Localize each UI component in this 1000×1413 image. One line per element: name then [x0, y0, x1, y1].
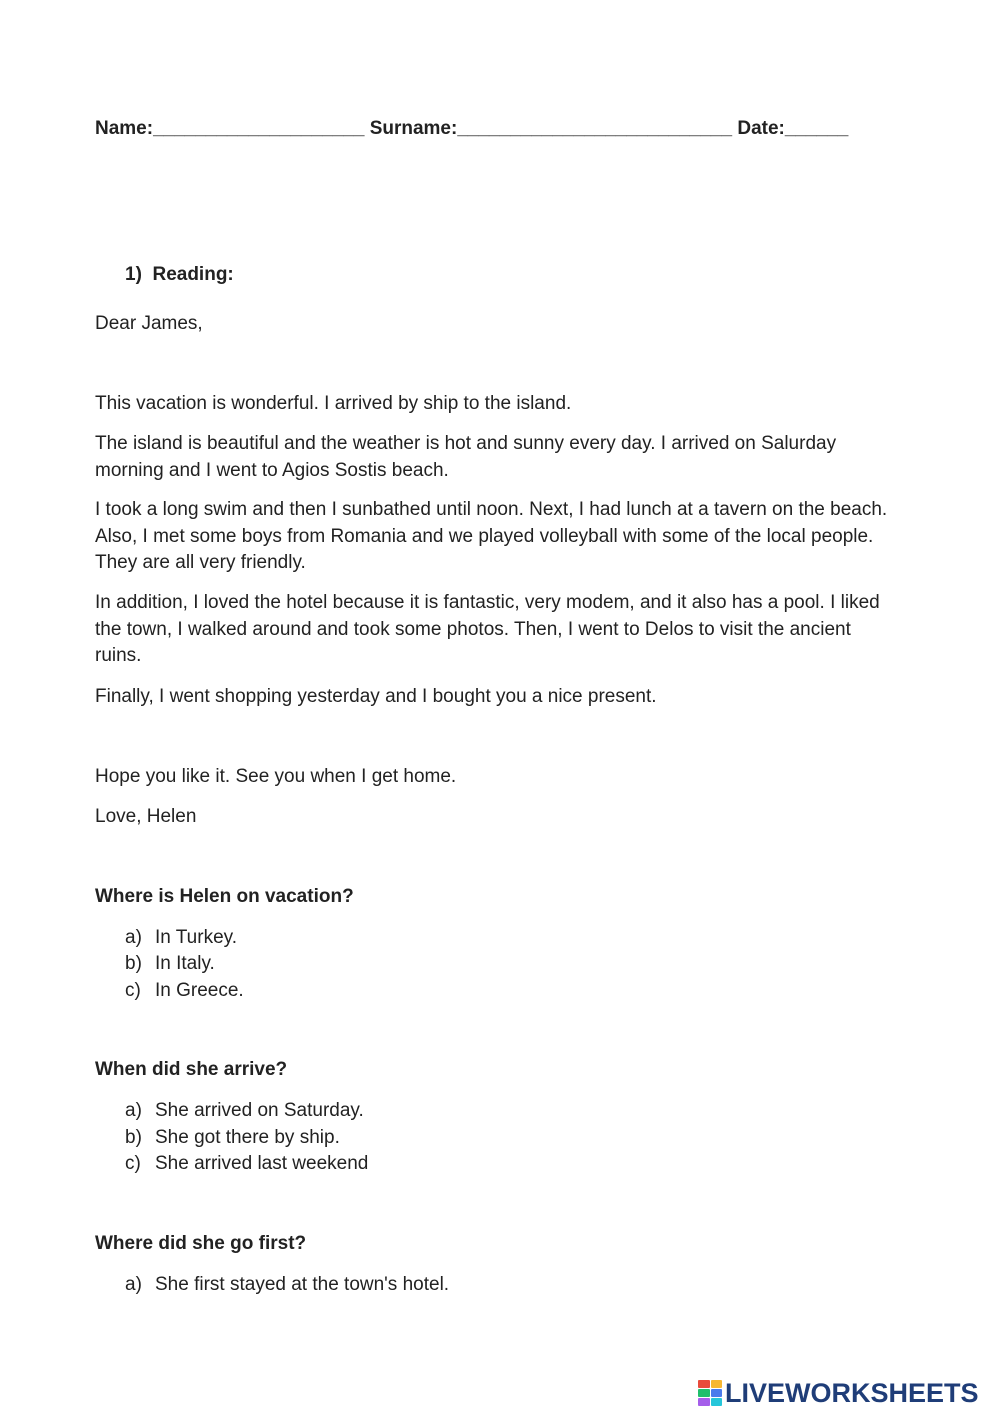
option-letter: c): [125, 1153, 141, 1174]
option-text: She got there by ship.: [155, 1127, 340, 1148]
question-2-option-b[interactable]: [125, 1127, 340, 1149]
section-label: Reading:: [152, 264, 234, 285]
letter-paragraph-3: I took a long swim and then I sunbathed until noon. Next, I had lunch at a tavern on the beach. Also, I met some boys from Romania and we played volleyball with some of the local people. They are all very friendly.: [95, 499, 888, 573]
option-text: She first stayed at the town's hotel.: [155, 1274, 450, 1295]
letter-paragraph-5: Finally, I went shopping yesterday and I bought you a nice present.: [95, 686, 657, 707]
question-1-option-c[interactable]: [125, 980, 244, 1002]
section-number: 1): [125, 264, 142, 285]
letter-paragraph-4: In addition, I loved the hotel because it is fantastic, very modem, and it also has a pool. I liked the town, I walked around and took some photos. Then, I went to Delos to visit the ancient ruins.: [95, 592, 880, 666]
option-text: She arrived last weekend: [155, 1153, 369, 1174]
option-letter: a): [125, 1100, 142, 1121]
question-2-option-a[interactable]: [125, 1100, 364, 1122]
question-2: When did she arrive?: [95, 1059, 288, 1080]
option-text: In Italy.: [155, 953, 215, 974]
section-title: [125, 264, 234, 286]
question-3-option-a[interactable]: [125, 1274, 449, 1296]
letter-paragraph-2: The island is beautiful and the weather is hot and sunny every day. I arrived on Salurday morning and I went to Agios Sostis beach.: [95, 433, 837, 481]
letter-signature: Love, Helen: [95, 806, 197, 827]
question-1-option-a[interactable]: [125, 927, 237, 949]
option-letter: a): [125, 927, 142, 948]
option-letter: b): [125, 1127, 142, 1148]
option-text: In Greece.: [155, 980, 244, 1001]
liveworksheets-logo-text: LIVEWORKSHEETS: [725, 1377, 979, 1408]
liveworksheets-logo-icon: [698, 1380, 722, 1406]
option-letter: a): [125, 1274, 142, 1295]
letter-greeting: Dear James,: [95, 313, 203, 334]
option-letter: c): [125, 980, 141, 1001]
letter-paragraph-1: This vacation is wonderful. I arrived by ship to the island.: [95, 393, 572, 414]
question-1: Where is Helen on vacation?: [95, 886, 354, 907]
question-3: Where did she go first?: [95, 1233, 307, 1254]
header-fields: Name:____________________ Surname:__________________________ Date:______: [95, 118, 849, 139]
option-text: In Turkey.: [155, 927, 238, 948]
letter-closing-line: Hope you like it. See you when I get home.: [95, 766, 457, 787]
option-text: She arrived on Saturday.: [155, 1100, 364, 1121]
liveworksheets-logo[interactable]: [698, 1378, 979, 1408]
option-letter: b): [125, 953, 142, 974]
question-2-option-c[interactable]: [125, 1153, 368, 1175]
question-1-option-b[interactable]: [125, 953, 215, 975]
